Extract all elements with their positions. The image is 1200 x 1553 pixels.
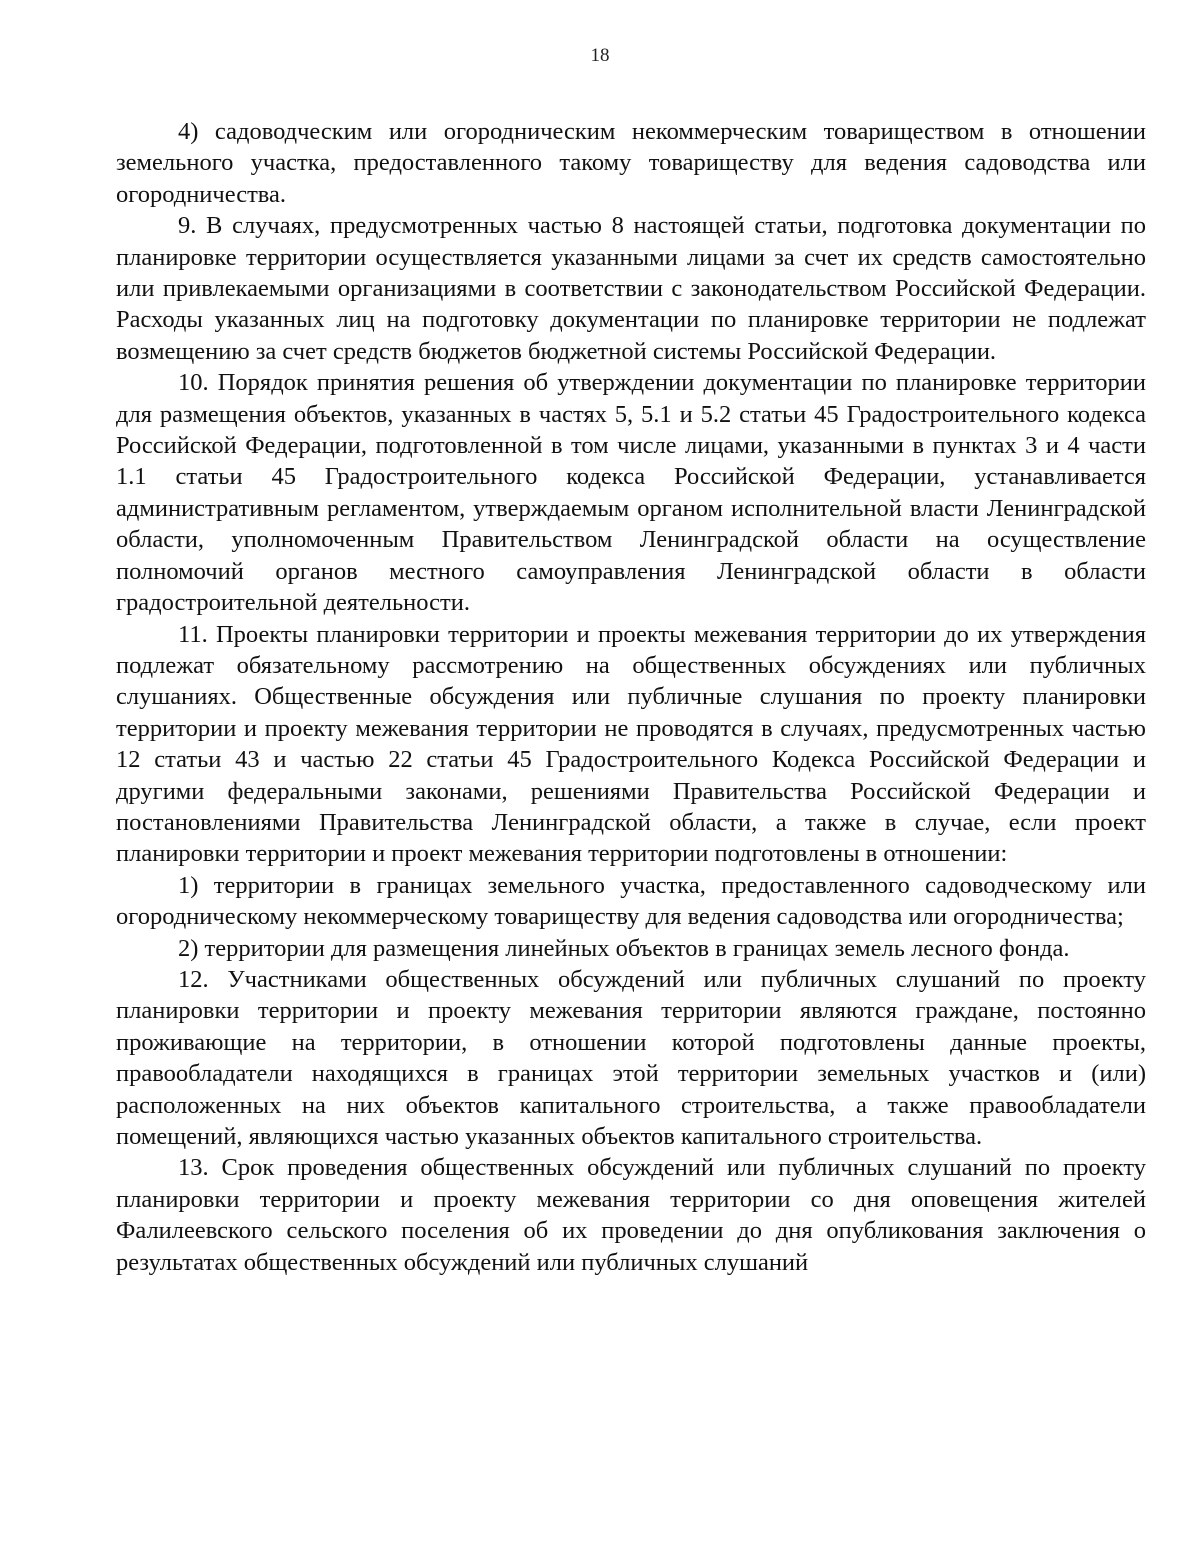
paragraph-clause-9: 9. В случаях, предусмотренных частью 8 настоящей статьи, подготовка документации по планировке территории осуществляется указанными лицами за счет их средств самостоятельно или привлекаемыми организациями в соответствии с законодательством Российской Федерации. Расходы указанных лиц на подготовку документации по планировке территории не подлежат возмещению за счет средств бюджетов бюджетной системы Российской Федерации. [116,212,1146,365]
paragraph-item-4: 4) садоводческим или огородническим некоммерческим товариществом в отношении земельного участка, предоставленного такому товариществу для ведения садоводства или огородничества. [116,118,1146,208]
paragraph-clause-10: 10. Порядок принятия решения об утверждении документации по планировке территории для размещения объектов, указанных в частях 5, 5.1 и 5.2 статьи 45 Градостроительного кодекса Российской Федерации, подготовленной в том числе лицами, указанными в пунктах 3 и 4 части 1.1 статьи 45 Градостроительного кодекса Российской Федерации, устанавливается административным регламентом, утверждаемым органом исполнительной власти Ленинградской области, уполномоченным Правительством Ленинградской области на осуществление полномочий органов местного самоуправления Ленинградской области в области градостроительной деятельности. [116,369,1146,617]
paragraph-item-1: 1) территории в границах земельного участка, предоставленного садоводческому или огородническому некоммерческому товариществу для ведения садоводства или огородничества; [116,871,1146,931]
paragraph-clause-11: 11. Проекты планировки территории и проекты межевания территории до их утверждения подлежат обязательному рассмотрению на общественных обсуждениях или публичных слушаниях. Общественные обсуждения или публичные слушания по проекту планировки территории и проекту межевания территории не проводятся в случаях, предусмотренных частью 12 статьи 43 и частью 22 статьи 45 Градостроительного Кодекса Российской Федерации и другими федеральными законами, решениями Правительства Российской Федерации и постановлениями Правительства Ленинградской области, а также в случае, если проект планировки территории и проект межевания территории подготовлены в отношении: [116,620,1146,868]
paragraph-clause-12: 12. Участниками общественных обсуждений или публичных слушаний по проекту планировки территории и проекту межевания территории являются граждане, постоянно проживающие на территории, в отношении которой подготовлены данные проекты, правообладатели находящихся в границах этой территории земельных участков и (или) расположенных на них объектов капитального строительства, а также правообладатели помещений, являющихся частью указанных объектов капитального строительства. [116,965,1146,1150]
paragraph-clause-13: 13. Срок проведения общественных обсуждений или публичных слушаний по проекту планировки территории и проекту межевания территории со дня оповещения жителей Фалилеевского сельского поселения об их проведении до дня опубликования заключения о результатах общественных обсуждений или публичных слушаний [116,1154,1146,1276]
page-number: 18 [590,45,610,66]
paragraph-item-2: 2) территории для размещения линейных объектов в границах земель лесного фонда. [178,934,1070,962]
document-body [116,116,1146,1278]
